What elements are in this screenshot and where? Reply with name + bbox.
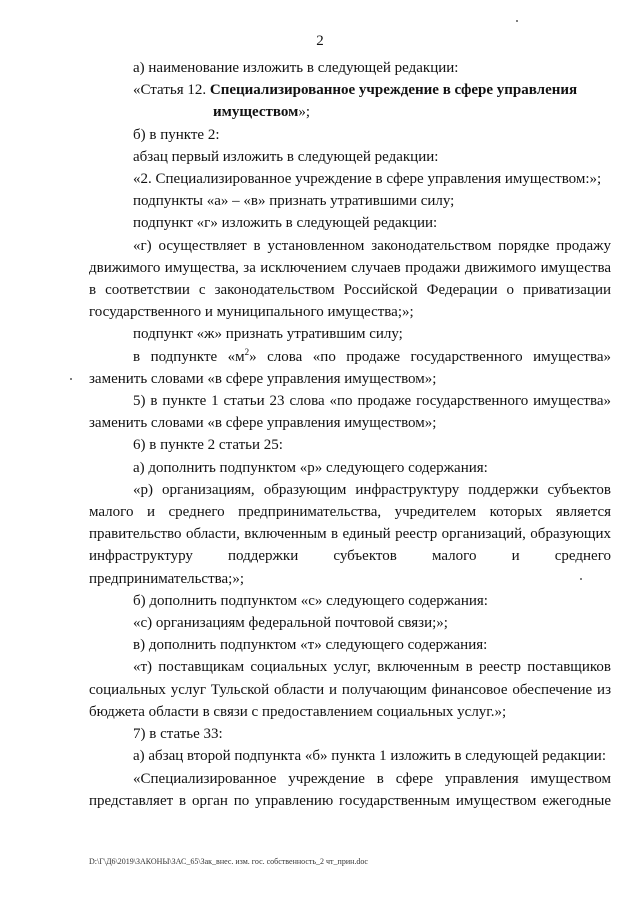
paragraph: «г) осуществляет в установленном законодательством порядке продажу движимого имущества, за исключением случаев продажи движимого имущества в соответствии с законодательством Российской Федерации о приватизации государственного и муниципального имущества;»; — [89, 237, 611, 321]
paragraph: «с) организациям федеральной почтовой связи;»; — [133, 615, 448, 632]
paragraph-article-title — [89, 79, 611, 101]
paragraph: «2. Специализированное учреждение в сфере управления имуществом:»; — [133, 171, 602, 188]
paragraph: подпункт «ж» признать утратившим силу; — [133, 326, 403, 343]
document-body — [89, 57, 611, 812]
scan-speck — [580, 578, 582, 580]
paragraph: «т) поставщикам социальных услуг, включенным в реестр поставщиков социальных услуг Тульской области и получающим финансовое обеспечение из бюджета области в связи с предоставлением социальных услуг.»; — [89, 659, 611, 720]
superscript: 2 — [244, 346, 250, 357]
text: »; — [298, 104, 310, 121]
page-number: 2 — [316, 33, 324, 49]
paragraph: подпункт «г» изложить в следующей редакции: — [133, 215, 438, 232]
text: в подпункте «м — [133, 348, 245, 365]
paragraph: 7) в статье 33: — [133, 726, 223, 743]
paragraph: а) дополнить подпунктом «р» следующего содержания: — [133, 459, 488, 476]
paragraph: в) дополнить подпунктом «т» следующего содержания: — [133, 637, 488, 654]
paragraph: «Специализированное учреждение в сфере управления имуществом представляет в орган по управлению государственным имуществом ежегодные — [89, 770, 611, 809]
paragraph: подпункты «а» – «в» признать утратившими силу; — [133, 193, 455, 210]
article-title-bold: Специализированное учреждение в сфере управления — [209, 82, 578, 99]
paragraph: б) в пункте 2: — [133, 126, 220, 143]
paragraph: б) дополнить подпунктом «с» следующего содержания: — [133, 592, 488, 609]
text: » слова «по продаже государственного имущества» заменить словами «в сфере управления имуществом»; — [89, 348, 611, 387]
paragraph — [89, 346, 611, 390]
article-title-bold-cont: имуществом — [213, 104, 299, 121]
paragraph: 5) в пункте 1 статьи 23 слова «по продаже государственного имущества» заменить словами «в сфере управления имуществом»; — [89, 393, 611, 432]
file-path-footer: D:\Г\Д6\2019\ЗАКОНЫ\ЗАС_65\Зак_внес. изм. гос. собственность_2 чт_прин.doc — [89, 857, 368, 866]
paragraph: а) абзац второй подпункта «б» пункта 1 изложить в следующей редакции: — [133, 748, 606, 765]
scan-speck — [516, 20, 518, 22]
paragraph: 6) в пункте 2 статьи 25: — [133, 437, 283, 454]
paragraph: «р) организациям, образующим инфраструктуру поддержки субъектов малого и среднего предпринимательства, учредителем которых является правительство области, включенным в единый реестр организаций, образующих инфраструктуру поддержки субъектов малого и среднего предпринимательства;»; — [89, 481, 611, 587]
text: «Статья 12. — [133, 82, 210, 99]
paragraph: а) наименование изложить в следующей редакции: — [133, 60, 459, 76]
paragraph: абзац первый изложить в следующей редакции: — [133, 148, 439, 165]
scan-speck — [70, 378, 72, 380]
paragraph-article-title-cont — [89, 101, 611, 123]
